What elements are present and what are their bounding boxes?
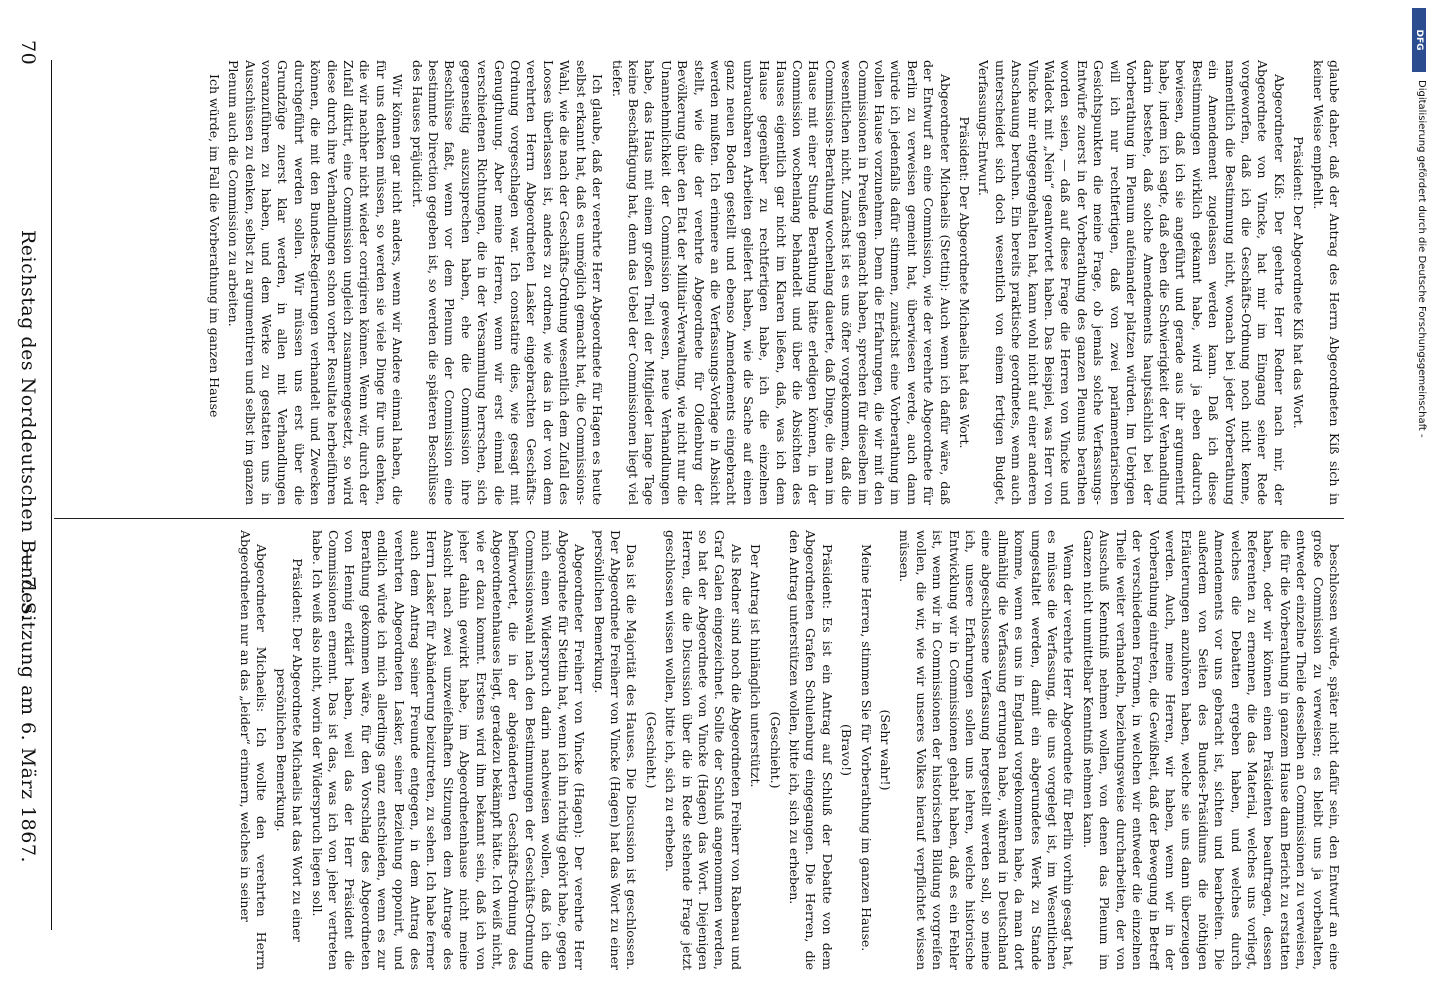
right-column xyxy=(57,530,1342,970)
right-column-paragraph: Abgeordneter Freiherr von Vincke (Hagen): Der verehrte Herr Abgeordnete für Stettin hat, wenn ich ihn richtig gehört habe, gegen mich einen Widerspruch darin nachweisen wollen, daß ich die Commissionswahl nach den Bestimmungen der Geschäfts-Ordnung befürwortet, die in der abgeänderten Geschäfts-Ordnung des Abgeordnetenhauses liegt, geradezu bekämpft hätte. Ich weiß nicht, wie er dazu kommt. Erstens wird ihm bekannt sein, daß ich von jeher dahin gewirkt habe, im Abgeordnetenhause nicht meine Ansicht nach zwei unzweifelhaften Sitzungen dem Antrage des Herrn Lasker für Abänderung beizutreten, zu sehen. Ich habe ferner auch dem Antrag seiner Freunde entgegen, in dem Antrag des verehrten Abgeordneten Lasker, seiner Beziehung opponirt, und endlich würde ich mich allerdings ganz entschieden, wenn es zur Berathung gekommen wäre, für den Vorschlag des Abgeordneten von Hennig erklärt haben, weil das der Herr Präsident die Commissionen ernennt. Das ist das, was ich von jeher vertreten habe. Ich weiß also nicht, worin der Widerspruch liegen soll. xyxy=(309,530,588,970)
left-column-paragraph: Abgeordneter Michaelis (Stettin): Auch wenn ich dafür wäre, daß der Entwurf an eine Commission, wie der verehrte Abgeordnete für Berlin zu verweisen gemeint hat, überwiesen werde, auch dann würde ich jedenfalls dafür stimmen, zunächst eine Vorberathung im vollen Hause vorzunehmen. Denn die Erfahrungen, die wir mit den Commissionen in Preußen gemacht haben, sprechen für dieselben im wesentlichen nicht. Zunächst ist es uns öfter vorgekommen, daß die Commissions-Berathung wochenlang dauerte, daß Dinge, die man im Hause mit einer Stunde Berathung hätte erledigen können, in der Commission wochenlang behandelt und über die Absichten des Hauses eigentlich gar nicht im Klaren ließen, daß, was ich dem Hause gegenüber zu rechtfertigen habe, ich die einzelnen unbrauchbaren Arbeiten geliefert haben, wie die Sache auf einen ganz neuen Boden gestellt und ebenso Amendements eingebracht werden mußten. Ich erinnere an die Verfassungs-Vorlage in Absicht stellt, wie die der verehrte Abgeordnete für Oldenburg der Bevölkerung über den Etat der Militair-Verwaltung, wie nicht nur die Unannehmlichkeit der Commission gewesen, neue Verhandlungen habe, das Haus mit einem großen Theil der Mitglieder lange Tage keine Beschäftigung hat, denn das Uebel der Commissionen liegt viel tiefer. xyxy=(609,60,953,505)
right-column-paragraph: (Geschieht.) xyxy=(767,711,783,789)
right-column-paragraph: Abgeordneter Michaelis: Ich wollte den verehrten Herrn Abgeordneten nur an das „leider“ erinnern, welches in seiner xyxy=(238,530,270,970)
dfg-logo: DFG xyxy=(1412,8,1426,72)
session-date: — 7. Sitzung am 6. März 1867. xyxy=(17,550,39,863)
page-number: 70 xyxy=(17,40,39,66)
left-column-paragraph: Präsident: Der Abgeordnete Kiß hat das Wort. xyxy=(1291,136,1307,429)
left-column-paragraph: Ich glaube, daß der verehrte Herr Abgeordnete für Hagen es heute selbst erkannt hat, daß es unmöglich gemacht hat, die Commissions-Wahl, wie die nach der Geschäfts-Ordnung wesentlich dem Zufall des Looses überlassen ist, anders zu ordnen, wie das in der von dem verehrten Herrn Abgeordneten Lasker eingebrachten Geschäfts-Ordnung vorgeschlagen war. Ich constatire dies, wie gesagt mit Genugthuung. Aber meine Herren, wenn wir erst einmal die verschiedenen Richtungen, die in der Versammlung herrschen, sich gegenseitig auszusprechen haben, ehe die Commission ihre Beschlüsse faßt, wenn vor dem Plenum der Commission eine bestimmte Direction gegeben ist, so werden die späteren Beschlüsse des Hauses präjudicirt. xyxy=(409,60,606,505)
right-column-paragraph: Meine Herren, stimmen Sie für Vorberathung im ganzen Hause. xyxy=(858,544,874,952)
left-column-paragraph: Ich würde, im Fall die Vorberathung im ganzen Hause xyxy=(206,74,222,418)
left-column-paragraph: glaube daher, daß der Antrag des Herrn Abgeordneten Kiß sich in keiner Weise empfiehlt. xyxy=(1310,60,1342,505)
right-column-paragraph: Präsident: Es ist ein Antrag auf Schluß der Debatte von dem Abgeordneten Grafen Schulenburg eingegangen. Die Herren, die den Antrag unterstützen wollen, bitte ich, sich zu erheben. xyxy=(787,530,835,970)
running-title: Reichstag des Norddeutschen Bundes. xyxy=(17,230,39,621)
right-column-paragraph: Der Antrag ist hinlänglich unterstützt. xyxy=(748,544,764,788)
right-column-paragraph: Das ist die Majorität des Hauses. Die Discussion ist geschlossen. Der Abgeordnete Freiherr von Vincke (Hagen) hat das Wort zu einer persönlichen Bemerkung. xyxy=(591,530,640,970)
right-column-paragraph: beschlossen würde, später nicht dafür sein, den Entwurf an eine große Commission zu verweisen; es bleibt uns ja vorbehalten, entweder einzelne Theile desselben an Commissionen zu verweisen, die für die Vorberathung in ganzem Hause dann Bericht zu erstatten haben, oder wir können einen Präsidenten beauftragen, dessen Referenten zu ernennen, die das Material, welches uns vorliegt, welches die Debatten ergeben haben, und welches durch Amendements vor uns gebracht ist, sichten und bearbeiten. Die außerdem von Seiten des Bundes-Präsidiums die nöthigen Erläuterungen anzuhören haben, welche sie uns dann überzeugen werden. Auch, meine Herren, wir haben, wenn wir in der Vorberathung eintreten, die Gewißheit, daß der Bewegung in Betreff der verschiedenen Formen, in welchen wir entweder die einzelnen Theile weiter verhandeln, beziehungsweise durcharbeiten, der von Ausschuß Kenntniß nehmen wollen, von denen das Plenum im Ganzen nicht unmittelbar Kenntniß nehmen kann. xyxy=(1080,530,1342,970)
left-column-paragraph: Abgeordneter Kiß: Der geehrte Herr Redner nach mir, der Abgeordnete von Vincke, hat mir im Eingang seiner Rede vorgeworfen, daß ich die Geschäfts-Ordnung noch nicht kenne, namentlich die Bestimmung nicht, wonach bei jeder Vorberathung ein Amendement zugelassen werden kann. Daß ich diese Bestimmungen wirklich gekannt habe, wird ja eben dadurch bewiesen, daß ich sie angeführt und gerade aus ihr argumentirt habe, indem ich sagte, daß eben die Schwierigkeit der Verhandlung darin bestehe, daß solche Amendements hauptsächlich bei der Vorberathung im Plenum aufeinander platzen würden. Im Uebrigen will ich nur rechtfertigen, daß von zwei parlamentarischen Gesichtspunkten die meine Frage, ob jemals solche Verfassungs-Entwürfe zuerst in der Vorberathung des ganzen Plenums berathen worden seien, — daß auf diese Frage die Herren von Vincke und Waldeck mit „Nein“ geantwortet haben. Das Beispiel, was Herr von Vincke mir entgegengehalten hat, kann wohl nicht auf einer anderen Anschauung beruhen. Ein bereits praktische geordnetes, wenn auch unterscheidet sich doch wesentlich von einem fertigen Budget, Verfassungs-Entwurf. xyxy=(976,60,1287,505)
column-divider xyxy=(54,518,1344,519)
right-column-paragraph: (Geschieht.) xyxy=(643,711,659,789)
right-column-paragraph: Präsident: Der Abgeordnete Michaelis hat das Wort zu einer persönlichen Bemerkung. xyxy=(273,558,306,942)
right-column-paragraph: Als Redner sind noch die Abgeordneten Freiherr von Rabenau und Graf Galen eingezeichnet. Sollte der Schluß angenommen werden, so hat der Abgeordnete von Vincke (Hagen) das Wort. Diejenigen Herren, die die Discussion über die in Rede stehende Frage jetzt geschlossen wissen wollen, bitte ich, sich zu erheben. xyxy=(663,530,744,970)
right-column-paragraph: (Sehr wahr!) xyxy=(878,709,894,791)
left-column-paragraph: Wir können gar nicht anders, wenn wir Andere einmal haben, die für uns denken müssen, so werden sie viele Dinge für uns denken, die wir nachher nicht wieder corrigiren können. Wenn wir, durch der Zufall diktirt, eine Commission ungleich zusammengesetzt, so wird diese durch ihre Verhandlungen schon vorher Resultate herbeiführen können, die mit den Bundes-Regierungen verhandelt und Zwecken durchgeführt werden sollen. Wir müssen uns erst über die Grundzüge zuerst klar werden, in allen mit Verhandlungen voranzuführen zu haben, und dem Werke zu gestatten uns in Ausschüssen zu denken, selbst zu argumentiren und selbst im ganzen Plenum auch die Commission zu arbeiten. xyxy=(226,60,406,505)
left-column xyxy=(57,60,1342,505)
left-column-paragraph: Präsident: Der Abgeordnete Michaelis hat das Wort. xyxy=(957,116,973,449)
right-column-paragraph: Wenn der verehrte Herr Abgeordnete für Berlin vorhin gesagt hat, es müsse die Verfassung, die uns vorgelegt ist, im Wesentlichen umgestaltet werden, damit ein abgerundetes Werk zu Stande komme, wenn es uns in England vorgekommen habe, da man dort allmählig die Verfassung errungen habe, während in Deutschland eine abgeschlossene Verfassung hergestellt werden soll, so meine ich, unsere Erfahrungen sollen uns lehren, welche historische Entwicklung wir in Commissionen gehabt haben, daß es ein Fehler ist, wenn wir in Commissionen der historischen Bildung vorgreifen wollen, die wir, wie wir unseres Volkes hierauf verpflichtet wissen müssen. xyxy=(897,530,1077,970)
digitization-note: Digitalisierung gefördert durch die Deutsche Forschungsgemeinschaft - xyxy=(1416,80,1427,438)
page-header xyxy=(7,30,47,930)
header-rule xyxy=(51,60,52,930)
right-column-paragraph: (Bravo!) xyxy=(839,724,855,776)
